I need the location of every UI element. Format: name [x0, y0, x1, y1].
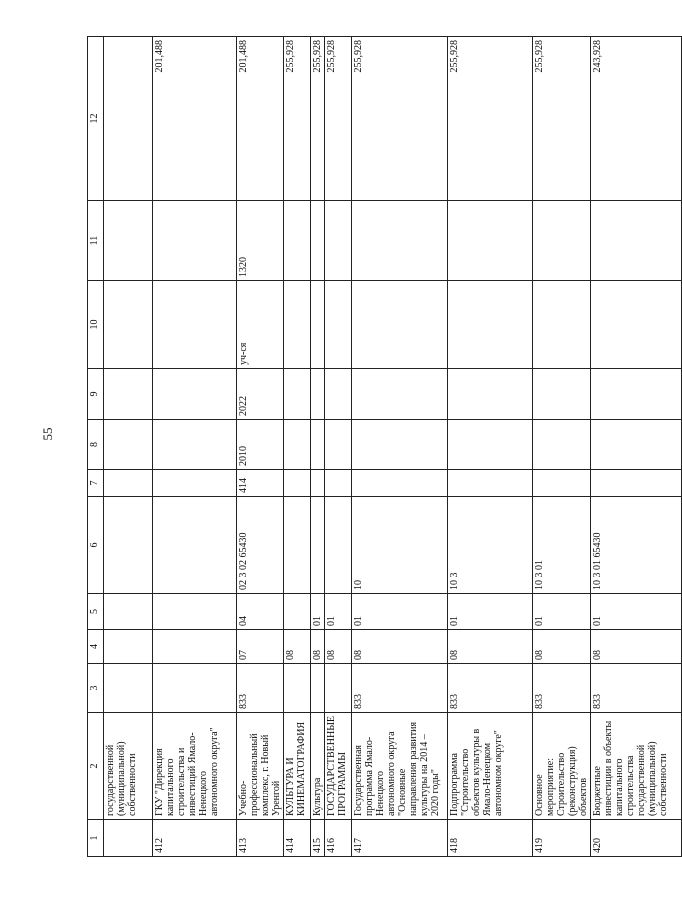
table-cell-col-1: 419: [533, 820, 591, 857]
table-cell-col-3: [311, 664, 325, 713]
table-cell-col-1: [104, 820, 153, 857]
column-header: 4: [88, 630, 104, 664]
table-cell-col-4: 08: [352, 630, 448, 664]
table-cell-col-9: [448, 369, 533, 420]
rotated-table-container: [87, 37, 669, 857]
table-cell-col-6: [325, 497, 352, 594]
table-cell-col-8: [352, 420, 448, 470]
table-cell-col-7: [448, 470, 533, 497]
table-cell-col-3: 833: [591, 664, 682, 713]
table-row: [153, 37, 237, 857]
table-cell-col-10: [533, 281, 591, 369]
table-cell-col-8: [153, 420, 237, 470]
table-cell-col-2: ГКУ "Дирекция капитального строительства и инвестиций Ямало-Ненецкого автономного округа": [153, 713, 237, 820]
table-cell-col-12: 255,928: [352, 37, 448, 201]
table-cell-col-8: [284, 420, 311, 470]
table-cell-col-5: [153, 594, 237, 630]
table-cell-col-8: [311, 420, 325, 470]
table-cell-col-10: [153, 281, 237, 369]
table-cell-col-3: 833: [448, 664, 533, 713]
table-cell-col-7: [104, 470, 153, 497]
table-cell-col-9: [104, 369, 153, 420]
table-cell-col-5: 01: [448, 594, 533, 630]
table-cell-col-12: 201,488: [237, 37, 284, 201]
table-cell-col-6: 10 3: [448, 497, 533, 594]
table-cell-col-2: государственной (муниципальной) собственности: [104, 713, 153, 820]
table-cell-col-7: [591, 470, 682, 497]
table-cell-col-1: 418: [448, 820, 533, 857]
table-cell-col-12: [104, 37, 153, 201]
table-cell-col-11: [311, 201, 325, 281]
table-row: [237, 37, 284, 857]
table-cell-col-10: [448, 281, 533, 369]
table-cell-col-6: [104, 497, 153, 594]
table-cell-col-3: 833: [533, 664, 591, 713]
table-cell-col-4: 08: [311, 630, 325, 664]
table-cell-col-4: 08: [325, 630, 352, 664]
table-cell-col-2: Основное мероприятие: Строительство (реконструкция) объектов: [533, 713, 591, 820]
table-row: [325, 37, 352, 857]
table-cell-col-4: 07: [237, 630, 284, 664]
table-cell-col-3: [104, 664, 153, 713]
table-cell-col-7: [352, 470, 448, 497]
table-cell-col-12: 255,928: [448, 37, 533, 201]
table-cell-col-6: 10 3 01: [533, 497, 591, 594]
table-cell-col-10: уч-ся: [237, 281, 284, 369]
table-row: [311, 37, 325, 857]
table-cell-col-8: [533, 420, 591, 470]
table-cell-col-2: Бюджетные инвестиции в объекты капитального строительства государственной (муниципальной) собственности: [591, 713, 682, 820]
table-cell-col-1: 420: [591, 820, 682, 857]
table-row: [533, 37, 591, 857]
table-cell-col-12: 201,488: [153, 37, 237, 201]
table-cell-col-9: [352, 369, 448, 420]
table-cell-col-11: [325, 201, 352, 281]
table-cell-col-8: [591, 420, 682, 470]
table-cell-col-5: [104, 594, 153, 630]
budget-table: [87, 36, 682, 857]
table-cell-col-4: 08: [533, 630, 591, 664]
table-cell-col-10: [311, 281, 325, 369]
table-cell-col-5: 01: [352, 594, 448, 630]
table-cell-col-4: 08: [448, 630, 533, 664]
table-cell-col-3: [325, 664, 352, 713]
table-cell-col-9: [311, 369, 325, 420]
table-cell-col-11: [153, 201, 237, 281]
table-row: [591, 37, 682, 857]
rotated-table-inner: [87, 37, 669, 857]
table-cell-col-6: 02 3 02 65430: [237, 497, 284, 594]
column-header: 7: [88, 470, 104, 497]
table-cell-col-4: [153, 630, 237, 664]
column-header: 3: [88, 664, 104, 713]
table-cell-col-5: [284, 594, 311, 630]
table-cell-col-5: 04: [237, 594, 284, 630]
column-header: 6: [88, 497, 104, 594]
table-cell-col-7: [311, 470, 325, 497]
table-cell-col-5: 01: [591, 594, 682, 630]
table-cell-col-2: Учебно-профессиональный комплекс, г. Новый Уренгой: [237, 713, 284, 820]
table-cell-col-2: Культура: [311, 713, 325, 820]
table-cell-col-12: 255,928: [311, 37, 325, 201]
table-header-row: [88, 37, 104, 857]
table-cell-col-8: [325, 420, 352, 470]
table-cell-col-7: [533, 470, 591, 497]
table-cell-col-10: [325, 281, 352, 369]
table-cell-col-3: 833: [237, 664, 284, 713]
table-cell-col-1: 417: [352, 820, 448, 857]
table-cell-col-12: 243,928: [591, 37, 682, 201]
column-header: 1: [88, 820, 104, 857]
column-header: 12: [88, 37, 104, 201]
table-cell-col-4: [104, 630, 153, 664]
table-cell-col-10: [591, 281, 682, 369]
table-cell-col-7: [325, 470, 352, 497]
table-cell-col-6: 10 3 01 65430: [591, 497, 682, 594]
table-cell-col-5: 01: [533, 594, 591, 630]
table-cell-col-11: [104, 201, 153, 281]
table-cell-col-7: 414: [237, 470, 284, 497]
table-cell-col-1: 413: [237, 820, 284, 857]
table-cell-col-10: [352, 281, 448, 369]
column-header: 2: [88, 713, 104, 820]
table-cell-col-9: 2022: [237, 369, 284, 420]
table-row: [284, 37, 311, 857]
table-cell-col-12: 255,928: [284, 37, 311, 201]
table-row: [448, 37, 533, 857]
table-cell-col-2: Государственная программа Ямало-Ненецкого автономного округа "Основные направления развития культуры на 2014 – 2020 годы": [352, 713, 448, 820]
table-cell-col-10: [284, 281, 311, 369]
table-cell-col-9: [533, 369, 591, 420]
page-number: 55: [40, 427, 55, 441]
table-cell-col-4: 08: [591, 630, 682, 664]
table-cell-col-12: 255,928: [325, 37, 352, 201]
column-header: 10: [88, 281, 104, 369]
table-cell-col-9: [591, 369, 682, 420]
table-cell-col-9: [153, 369, 237, 420]
table-cell-col-4: 08: [284, 630, 311, 664]
table-cell-col-11: [533, 201, 591, 281]
table-cell-col-6: [284, 497, 311, 594]
table-cell-col-7: [153, 470, 237, 497]
column-header: 5: [88, 594, 104, 630]
table-cell-col-6: [311, 497, 325, 594]
table-cell-col-6: [153, 497, 237, 594]
table-cell-col-12: 255,928: [533, 37, 591, 201]
column-header: 9: [88, 369, 104, 420]
table-cell-col-1: 416: [325, 820, 352, 857]
table-cell-col-9: [325, 369, 352, 420]
table-row: [104, 37, 153, 857]
table-cell-col-1: 414: [284, 820, 311, 857]
table-cell-col-11: 1320: [237, 201, 284, 281]
table-cell-col-2: КУЛЬТУРА И КИНЕМАТОГРАФИЯ: [284, 713, 311, 820]
table-cell-col-10: [104, 281, 153, 369]
table-cell-col-8: [448, 420, 533, 470]
table-cell-col-5: 01: [311, 594, 325, 630]
column-header: 8: [88, 420, 104, 470]
table-row: [352, 37, 448, 857]
table-cell-col-8: 2010: [237, 420, 284, 470]
table-cell-col-1: 415: [311, 820, 325, 857]
table-cell-col-9: [284, 369, 311, 420]
table-cell-col-11: [448, 201, 533, 281]
table-cell-col-6: 10: [352, 497, 448, 594]
table-cell-col-1: 412: [153, 820, 237, 857]
column-header: 11: [88, 201, 104, 281]
table-body: [104, 37, 682, 857]
table-cell-col-3: 833: [352, 664, 448, 713]
table-cell-col-11: [352, 201, 448, 281]
table-cell-col-11: [591, 201, 682, 281]
table-cell-col-5: 01: [325, 594, 352, 630]
table-cell-col-3: [284, 664, 311, 713]
table-cell-col-2: Подпрограмма "Строительство объектов культуры в Ямало-Ненецком автономном округе": [448, 713, 533, 820]
table-cell-col-11: [284, 201, 311, 281]
table-cell-col-7: [284, 470, 311, 497]
table-cell-col-2: ГОСУДАРСТВЕННЫЕ ПРОГРАММЫ: [325, 713, 352, 820]
table-cell-col-3: [153, 664, 237, 713]
table-cell-col-8: [104, 420, 153, 470]
